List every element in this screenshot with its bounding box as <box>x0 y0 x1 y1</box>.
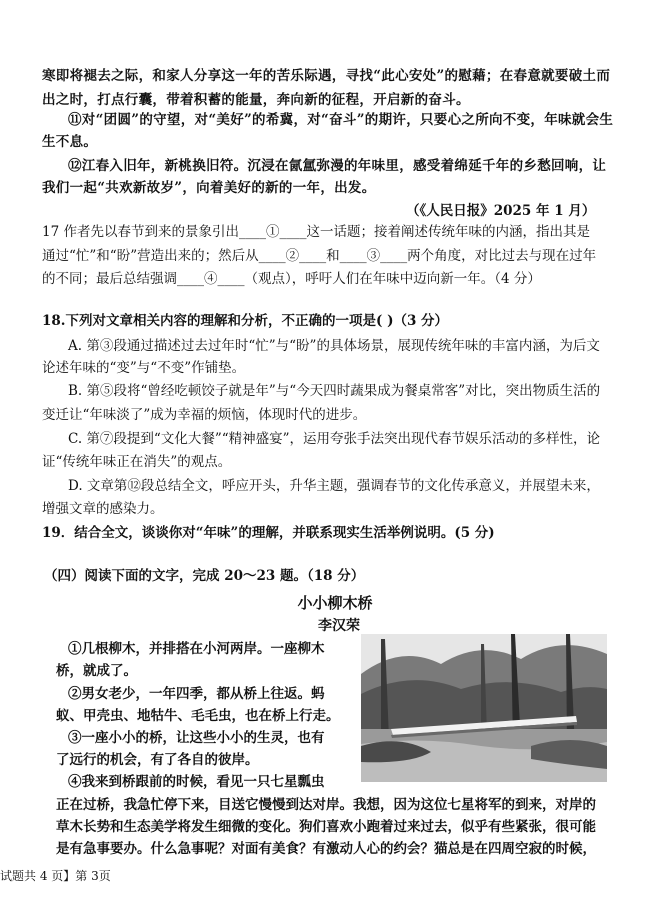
article-line-4: 蚁、甲壳虫、地牯牛、毛毛虫，也在桥上行走。 <box>56 708 340 724</box>
article-line-8: 正在过桥，我急忙停下来，目送它慢慢到达对岸。我想，因为这位七星将军的到来，对岸的 <box>56 797 596 813</box>
article-line-10: 是有急事要办。什么急事呢？对面有美食？有激动人心的约会？猫总是在四周空寂的时候， <box>56 841 596 857</box>
q18-option-c-line-2: 证“传统年味正在消失”的观点。 <box>42 454 232 470</box>
q17-line-3: 的不同；最后总结强调____④____（观点），呼吁人们在年味中迈向新一年。（4 分） <box>42 271 541 287</box>
article-line-7: ④我来到桥跟前的时候，看见一只七星瓢虫 <box>68 774 325 790</box>
q17-line-2: 通过“忙”和“盼”营造出来的；然后从____②____和____③____两个角度，对比过去与现在过年 <box>42 248 597 264</box>
passage3-line-5: ⑫江春入旧年，新桃换旧符。沉浸在氤氲弥漫的年味里，感受着绵延千年的乡愁回响，让 <box>68 158 607 174</box>
section4-heading: （四）阅读下面的文字，完成 20～23 题。（18 分） <box>44 568 365 584</box>
passage3-line-1: 寒即将褪去之际，和家人分享这一年的苦乐际遇，寻找“此心安处”的慰藉；在春意就要破土而 <box>42 68 611 84</box>
passage3-line-2: 出之时，打点行囊，带着积蓄的能量，奔向新的征程，开启新的奋斗。 <box>42 92 470 108</box>
page-footer: 试题共 4 页】第 3页 <box>0 869 111 883</box>
q18-option-c-line-1: C. 第⑦段提到“文化大餐”“精神盛宴”，运用夸张手法突出现代春节娱乐活动的多样性，论 <box>68 431 601 447</box>
bridge-illustration <box>361 634 607 782</box>
q18-option-d-line-1: D. 文章第⑫段总结全文，呼应开头，升华主题，强调春节的文化传承意义，并展望未来， <box>68 478 600 494</box>
bridge-photo <box>361 634 607 782</box>
q18-option-b-line-1: B. 第⑤段将“曾经吃顿饺子就是年”与“今天四时蔬果成为餐桌常客”对比，突出物质生活的 <box>68 383 601 399</box>
q18-stem: 18.下列对文章相关内容的理解和分析，不正确的一项是( )（3 分） <box>42 313 449 329</box>
q18-option-a-line-1: A. 第③段通过描述过去过年时“忙”与“盼”的具体场景，展现传统年味的丰富内涵，为后文 <box>68 338 600 354</box>
article-line-1: ①几根柳木，并排搭在小河两岸。一座柳木 <box>68 641 325 657</box>
passage3-line-3: ⑪对“团圆”的守望，对“美好”的希冀，对“奋斗”的期许，只要心之所向不变，年味就会生 <box>68 112 614 128</box>
article-title: 小小柳木桥 <box>297 594 373 612</box>
q18-option-a-line-2: 论述年味的“变”与“不变”作铺垫。 <box>42 360 246 376</box>
q17-line-1: 17 作者先以春节到来的景象引出____①____这一话题；接着阐述传统年味的内涵，指出其是 <box>42 224 590 240</box>
article-author: 李汉荣 <box>318 618 360 634</box>
article-line-2: 桥，就成了。 <box>56 663 137 679</box>
article-line-9: 草木长势和生态美学将发生细微的变化。狗们喜欢小跑着过来过去，似乎有些紧张，很可能 <box>56 819 596 835</box>
article-line-3: ②男女老少，一年四季，都从桥上往返。蚂 <box>68 686 325 702</box>
passage3-line-4: 生不息。 <box>42 134 98 150</box>
q19-text: 19．结合全文，谈谈你对“年味”的理解，并联系现实生活举例说明。(5 分) <box>42 525 495 541</box>
passage3-line-6: 我们一起“共欢新故岁”，向着美好的新的一年，出发。 <box>42 180 376 196</box>
passage3-source: （《人民日报》2025 年 1 月） <box>406 203 596 219</box>
article-line-5: ③一座小小的桥，让这些小小的生灵，也有 <box>68 730 325 746</box>
q18-option-b-line-2: 变迁让“年味淡了”成为幸福的烦恼，体现时代的进步。 <box>42 407 367 423</box>
article-line-6: 了远行的机会，有了各自的彼岸。 <box>56 752 259 768</box>
q18-option-d-line-2: 增强文章的感染力。 <box>42 501 164 517</box>
